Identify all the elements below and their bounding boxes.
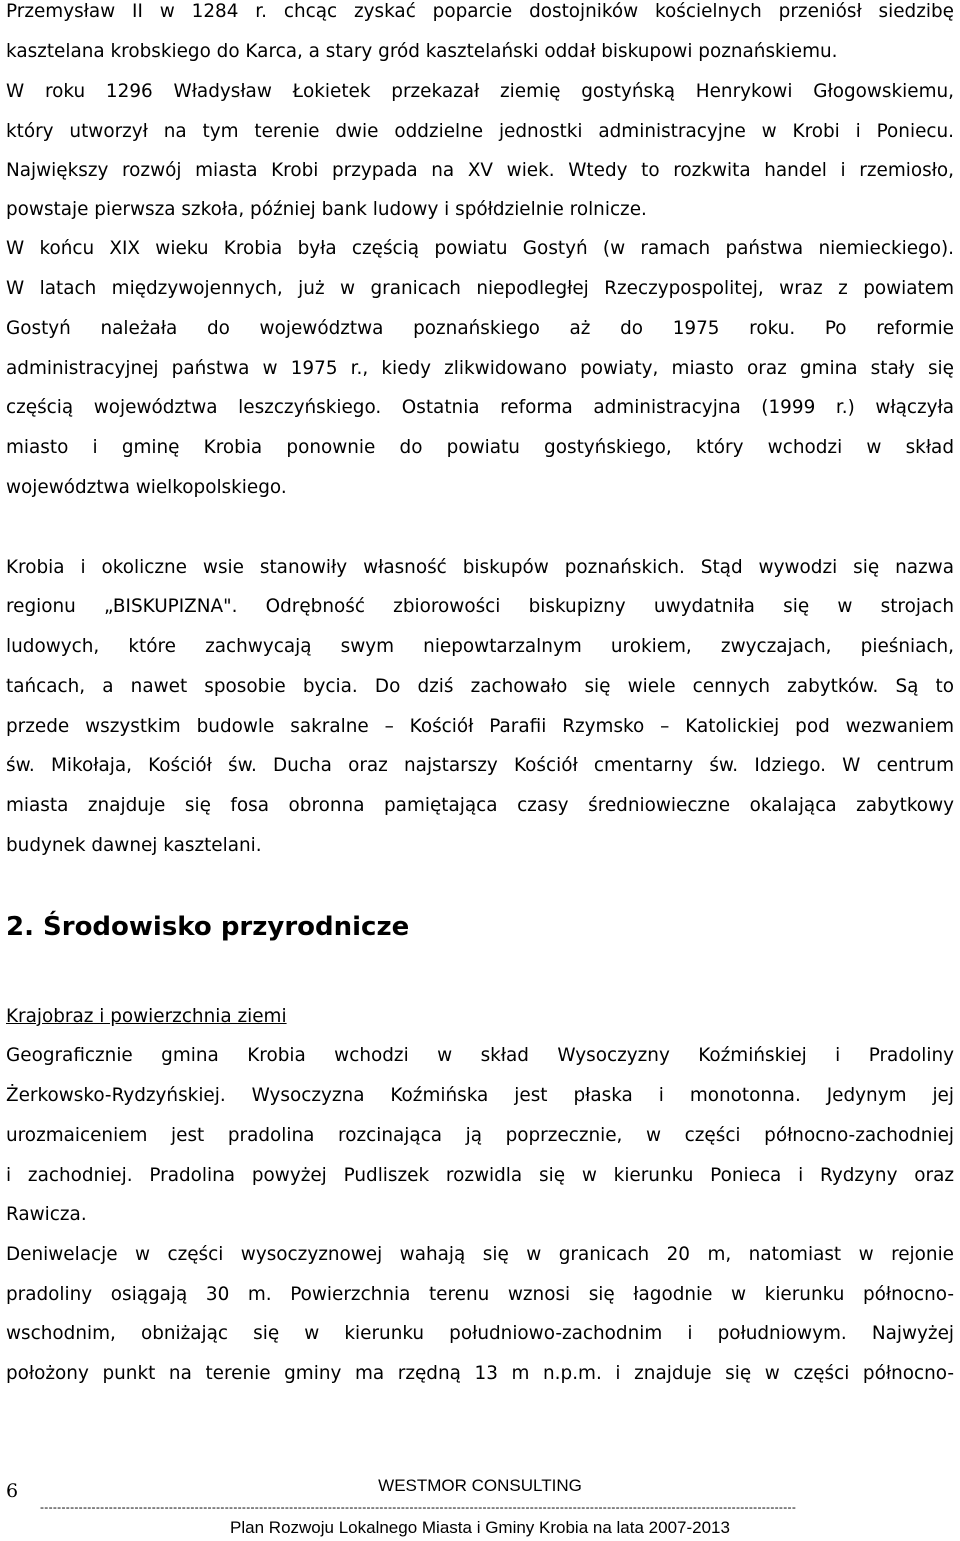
text-line: regionu „BISKUPIZNA". Odrębność zbiorowości biskupizny uwydatniła się w strojach bbox=[6, 596, 954, 617]
page-number: 6 bbox=[6, 1480, 19, 1502]
text-line: Rawicza. bbox=[6, 1204, 87, 1225]
text-line: pradoliny osiągają 30 m. Powierzchnia terenu wznosi się łagodnie w kierunku północno- bbox=[6, 1284, 954, 1305]
text-line: powstaje pierwsza szkoła, później bank ludowy i spółdzielnie rolnicze. bbox=[6, 199, 647, 220]
text-line: Krobia i okoliczne wsie stanowiły własność biskupów poznańskich. Stąd wywodzi się nazwa bbox=[6, 557, 954, 578]
text-line: ludowych, które zachwycają swym niepowtarzalnym urokiem, zwyczajach, pieśniach, bbox=[6, 636, 954, 657]
text-line: wschodnim, obniżając się w kierunku południowo-zachodnim i południowym. Najwyżej bbox=[6, 1323, 954, 1344]
footer-divider: -------------------------------------------------------------------------------------------------------------------------------------------------------------------------------- bbox=[40, 1500, 797, 1514]
text-line: tańcach, a nawet sposobie bycia. Do dziś zachowało się wiele cennych zabytków. Są to bbox=[6, 676, 954, 697]
text-line: budynek dawnej kasztelani. bbox=[6, 835, 262, 856]
text-line: urozmaiceniem jest pradolina rozcinająca ją poprzecznie, w części północno-zachodniej bbox=[6, 1125, 954, 1146]
text-line: miasto i gminę Krobia ponownie do powiatu gostyńskiego, który wchodzi w skład bbox=[6, 437, 954, 458]
text-line: kasztelana krobskiego do Karca, a stary gród kasztelański oddał biskupowi poznańskiemu. bbox=[6, 41, 838, 62]
text-line: Przemysław II w 1284 r. chcąc zyskać poparcie dostojników kościelnych przeniósł siedzibę bbox=[6, 1, 954, 22]
text-line: Geograficznie gmina Krobia wchodzi w skład Wysoczyzny Koźmińskiej i Pradoliny bbox=[6, 1045, 954, 1066]
text-line: Gostyń należała do województwa poznańskiego aż do 1975 roku. Po reformie bbox=[6, 318, 954, 339]
text-line: W końcu XIX wieku Krobia była częścią powiatu Gostyń (w ramach państwa niemieckiego). bbox=[6, 238, 954, 259]
text-line: administracyjnej państwa w 1975 r., kiedy zlikwidowano powiaty, miasto oraz gmina stały się bbox=[6, 358, 954, 379]
text-line: Największy rozwój miasta Krobi przypada na XV wiek. Wtedy to rozkwita handel i rzemiosło, bbox=[6, 160, 954, 181]
text-line: miasta znajduje się fosa obronna pamiętająca czasy średniowieczne okalająca zabytkowy bbox=[6, 795, 954, 816]
text-line: i zachodniej. Pradolina powyżej Pudliszek rozwidla się w kierunku Ponieca i Rydzyny oraz bbox=[6, 1165, 954, 1186]
text-line: W latach międzywojennych, już w granicach niepodległej Rzeczypospolitej, wraz z powiatem bbox=[6, 278, 954, 299]
text-line: który utworzył na tym terenie dwie oddzielne jednostki administracyjne w Krobi i Poniecu. bbox=[6, 121, 954, 142]
text-line: częścią województwa leszczyńskiego. Ostatnia reforma administracyjna (1999 r.) włączyła bbox=[6, 397, 954, 418]
text-line: Żerkowsko-Rydzyńskiej. Wysoczyzna Koźmińska jest płaska i monotonna. Jedynym jej bbox=[6, 1085, 954, 1106]
text-line: przede wszystkim budowle sakralne – Kościół Parafii Rzymsko – Katolickiej pod wezwaniem bbox=[6, 716, 954, 737]
section-heading: 2. Środowisko przyrodnicze bbox=[6, 912, 410, 942]
subheading: Krajobraz i powierzchnia ziemi bbox=[6, 1006, 287, 1027]
text-line: województwa wielkopolskiego. bbox=[6, 477, 287, 498]
text-line: św. Mikołaja, Kościół św. Ducha oraz najstarszy Kościół cmentarny św. Idziego. W centrum bbox=[6, 755, 954, 776]
text-line: położony punkt na terenie gminy ma rzędną 13 m n.p.m. i znajduje się w części północno- bbox=[6, 1363, 954, 1384]
text-line: W roku 1296 Władysław Łokietek przekazał ziemię gostyńską Henrykowi Głogowskiemu, bbox=[6, 81, 954, 102]
footer-company: WESTMOR CONSULTING bbox=[378, 1476, 582, 1495]
footer-plan-title: Plan Rozwoju Lokalnego Miasta i Gminy Krobia na lata 2007-2013 bbox=[230, 1518, 730, 1537]
text-line: Deniwelacje w części wysoczyznowej wahają się w granicach 20 m, natomiast w rejonie bbox=[6, 1244, 954, 1265]
